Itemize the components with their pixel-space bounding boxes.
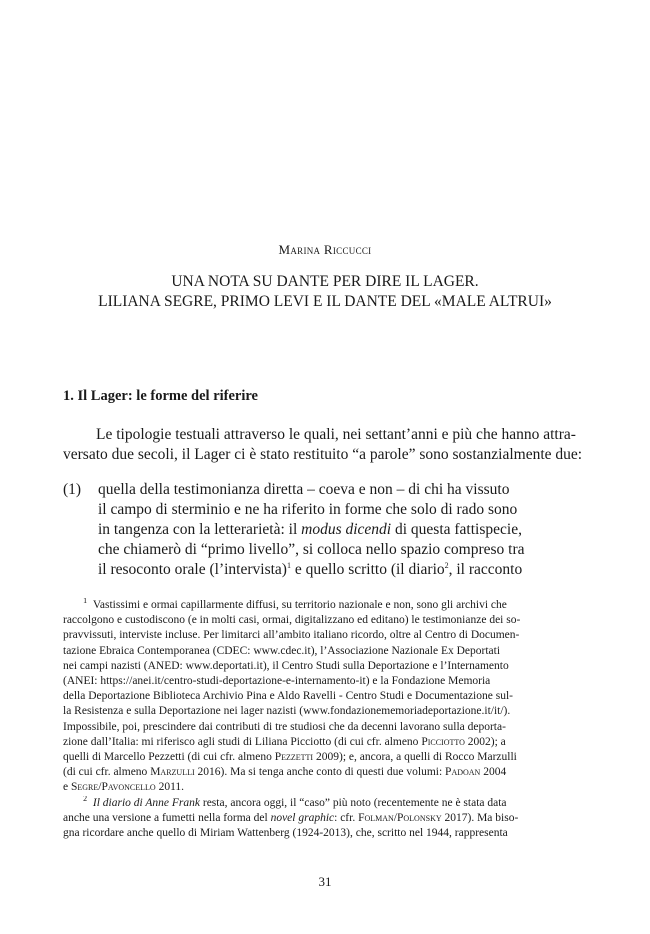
italic-phrase: modus dicendi — [301, 521, 392, 538]
italic-phrase: novel graphic — [270, 811, 335, 824]
list-text: il resoconto orale (l’intervista) — [98, 561, 287, 578]
footnote-text: 2017). Ma biso- — [444, 811, 519, 824]
intro-line: Le tipologie testuali attraverso le quali, nei settant’anni e più che hanno attra- — [96, 426, 576, 443]
author-ref: Picciotto — [421, 735, 465, 748]
author-ref: Folman/Polonsky — [358, 811, 442, 824]
title-line-1: UNA NOTA SU DANTE PER DIRE IL LAGER. — [171, 273, 479, 290]
section-heading: 1. Il Lager: le forme del riferire — [63, 388, 258, 404]
title-line-2: LILIANA SEGRE, PRIMO LEVI E IL DANTE DEL «MALE ALTRUI» — [98, 293, 552, 310]
footnote-line: la Resistenza e sulla Deportazione nei lager nazisti (www.fondazionememoriadeportazione.it/it/). — [63, 705, 511, 718]
intro-paragraph — [63, 425, 583, 465]
footnote-text: 2002); a — [467, 735, 506, 748]
footnote-text: 2016). Ma si tenga anche conto di questi due volumi: — [197, 766, 443, 779]
footnote-text: (di cui cfr. almeno — [63, 766, 148, 779]
list-text: e quello scritto (il diario — [294, 561, 445, 578]
footnote-text: anche una versione a fumetti nella forma del — [63, 811, 268, 824]
italic-title: Il diario di Anne Frank — [92, 796, 200, 809]
footnote-text: quelli di Marcello Pezzetti (di cui cfr. almeno — [63, 751, 272, 764]
footnote-marker: 2 — [83, 795, 88, 803]
list-item-text — [98, 480, 538, 580]
footnote-text: 2009); e, ancora, a quelli di Rocco Marzulli — [315, 751, 517, 764]
author-ref: Pezzetti — [274, 751, 314, 764]
footnote-line: nei campi nazisti (ANED: www.deportati.it), il Centro Studi sulla Deportazione e l’Internamento — [63, 659, 509, 672]
footnote-line — [63, 750, 578, 765]
footnote-line: raccolgono e custodiscono (e in molti casi, ormai, digitalizzano ed editano) le testimonianze dei so- — [63, 614, 521, 627]
intro-line: versato due secoli, il Lager ci è stato restituito “a parole” sono sostanzialmente due: — [63, 446, 583, 463]
footnote-text: zione dall’Italia: mi riferisco agli studi di Liliana Picciotto (di cui cfr. almeno — [63, 735, 419, 748]
footnote-text: 2004 — [483, 766, 507, 779]
footnote-line: tazione Ebraica Contemporanea (CDEC: www.cdec.it), l’Associazione Nazionale Ex Deportati — [63, 644, 501, 657]
list-line — [98, 560, 538, 580]
footnote-line: pravvissuti, interviste incluse. Per limitarci all’ambito italiano ricordo, oltre al Centro di Documen- — [63, 629, 520, 642]
footnote-text: resta, ancora oggi, il “caso” più noto (recentemente ne è stata data — [202, 796, 507, 809]
list-text: di questa fattispecie, — [394, 521, 522, 538]
footnote-line — [63, 735, 578, 750]
article-title — [60, 272, 590, 312]
list-line: il campo di sterminio e ne ha riferito in forme che solo di rado sono — [98, 501, 518, 518]
footnote-text: e — [63, 781, 69, 794]
footnote-marker: 1 — [83, 598, 88, 606]
footnote-ref[interactable]: 2 — [444, 560, 449, 570]
list-text: in tangenza con la letterarietà: il — [98, 521, 298, 538]
author-ref: Padoan — [445, 766, 481, 779]
footnote-line: gna ricordare anche quello di Miriam Wattenberg (1924-2013), che, scritto nel 1944, rappresenta — [63, 827, 508, 840]
footnote-ref[interactable]: 1 — [286, 560, 291, 570]
footnotes — [63, 598, 578, 841]
footnote-line: (ANEI: https://anei.it/centro-studi-deportazione-e-internamento-it) e la Fondazione Memoria — [63, 675, 491, 688]
footnote-line — [63, 598, 578, 613]
list-line: che chiamerò di “primo livello”, si colloca nello spazio compreso tra — [98, 541, 525, 558]
footnote-text: Vastissimi e ormai capillarmente diffusi, su territorio nazionale e non, sono gli archivi che — [92, 599, 507, 611]
footnote-line — [63, 765, 578, 780]
footnote-line — [63, 811, 578, 826]
footnote-line: della Deportazione Biblioteca Archivio Pina e Aldo Ravelli - Centro Studi e Documentazione sul- — [63, 690, 513, 703]
author-ref: Marzulli — [150, 766, 195, 779]
footnote-line — [63, 780, 578, 795]
footnote-text: 2011. — [158, 781, 185, 794]
footnote-line — [63, 796, 578, 811]
list-line — [98, 520, 538, 540]
list-text: , il racconto — [448, 561, 523, 578]
footnote-line: Impossibile, poi, prescindere dai contributi di tre studiosi che da decenni lavorano sulla deporta- — [63, 720, 506, 733]
footnote-text: : cfr. — [334, 811, 356, 824]
author-ref: Segre/Pavoncello — [70, 781, 156, 794]
author-name: Marina Riccucci — [278, 242, 372, 257]
list-line: quella della testimonianza diretta – coeva e non – di chi ha vissuto — [98, 481, 510, 498]
page-number: 31 — [318, 874, 332, 889]
list-item-number: (1) — [63, 481, 82, 498]
